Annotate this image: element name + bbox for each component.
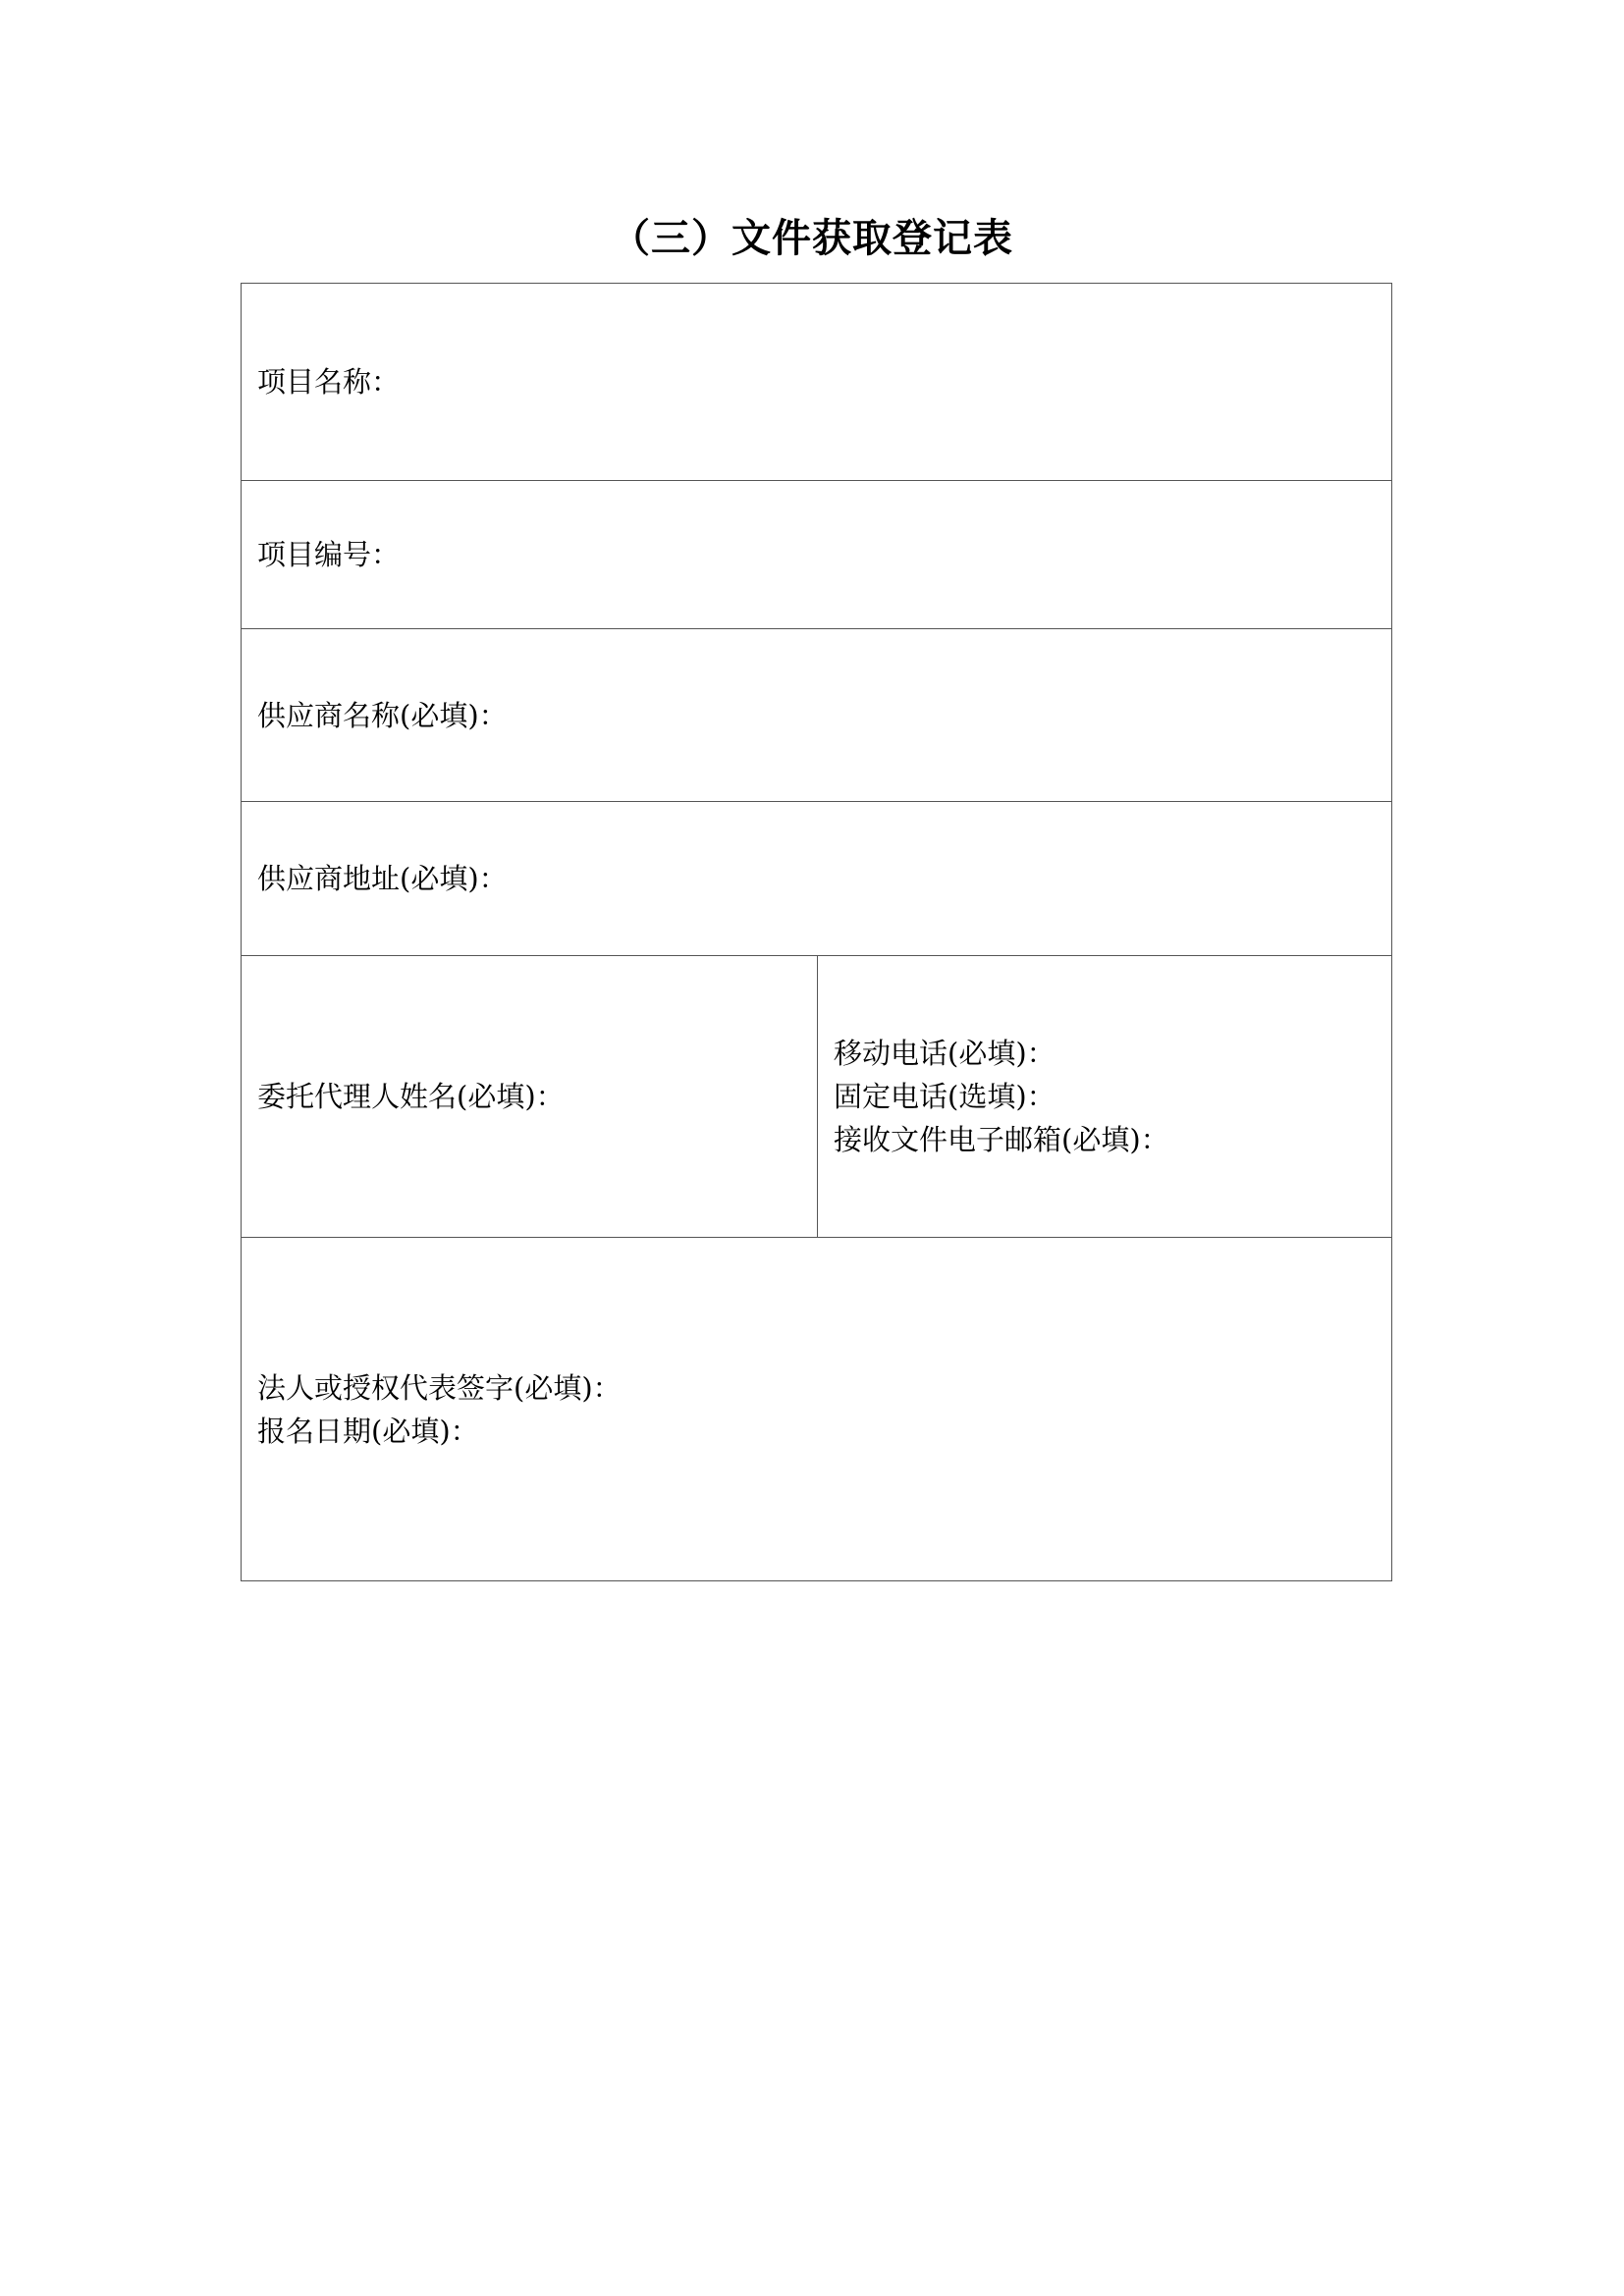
signature-row [242, 1238, 1391, 1580]
agent-name-cell[interactable] [242, 956, 818, 1237]
supplier-name-label: 供应商名称(必填)： [257, 698, 508, 732]
project-name-label: 项目名称： [257, 365, 401, 399]
project-number-row [242, 481, 1391, 629]
mobile-phone-label: 移动电话(必填)： [834, 1037, 1056, 1070]
agent-name-label: 委托代理人姓名(必填)： [257, 1080, 565, 1113]
supplier-address-label: 供应商地址(必填)： [257, 862, 508, 895]
signature-label: 法人或授权代表签字(必填)： [257, 1370, 622, 1405]
signature-date-cell[interactable] [242, 1238, 1391, 1580]
supplier-name-cell[interactable] [242, 629, 1391, 801]
agent-contact-row [242, 956, 1391, 1238]
supplier-address-row [242, 802, 1391, 956]
registration-date-label: 报名日期(必填)： [257, 1414, 479, 1448]
email-label: 接收文件电子邮箱(必填)： [834, 1123, 1169, 1156]
project-name-row [242, 284, 1391, 481]
project-name-cell[interactable] [242, 284, 1391, 480]
supplier-name-row [242, 629, 1391, 802]
page-title: （三）文件获取登记表 [611, 215, 1013, 261]
landline-phone-label: 固定电话(选填)： [834, 1080, 1056, 1113]
supplier-address-cell[interactable] [242, 802, 1391, 955]
contact-info-cell[interactable] [818, 956, 1391, 1237]
registration-form-table [241, 283, 1392, 1581]
project-number-label: 项目编号： [257, 538, 401, 571]
project-number-cell[interactable] [242, 481, 1391, 628]
